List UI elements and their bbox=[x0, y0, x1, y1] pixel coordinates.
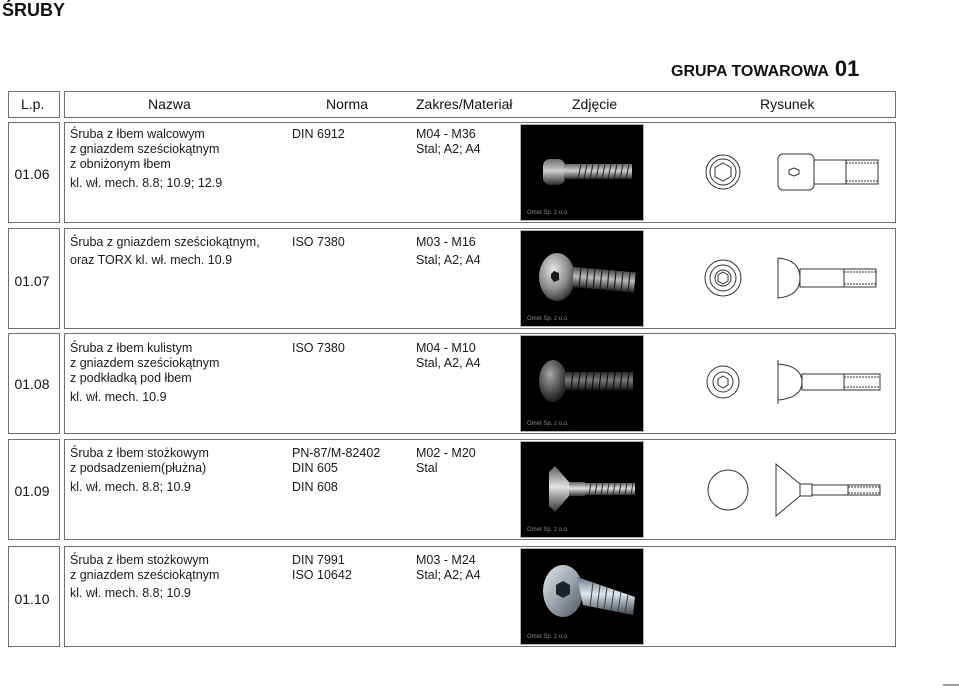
row-norm: DIN 7991 bbox=[292, 553, 345, 567]
row-name-line: Śruba z łbem kulistym bbox=[70, 341, 193, 355]
row-range-size: M03 - M16 bbox=[416, 235, 476, 249]
row-norm: DIN 608 bbox=[292, 480, 338, 494]
screw-photo bbox=[520, 548, 644, 645]
row-lp: 01.08 bbox=[14, 376, 50, 392]
row-lp: 01.07 bbox=[14, 273, 50, 289]
header-range: Zakres/Materiał bbox=[416, 96, 513, 112]
row-name-line: z gniazdem sześciokątnym bbox=[70, 356, 220, 370]
screw-photo bbox=[520, 441, 644, 538]
row-name-line: oraz TORX kl. wł. mech. 10.9 bbox=[70, 253, 233, 267]
technical-drawing bbox=[648, 344, 892, 424]
row-name-line: kl. wł. mech. 8.8; 10.9; 12.9 bbox=[70, 176, 223, 190]
row-name-line: Śruba z łbem stożkowym bbox=[70, 553, 209, 567]
product-group-heading bbox=[671, 56, 859, 82]
header-name: Nazwa bbox=[148, 96, 191, 112]
row-range-material: Stal; A2; A4 bbox=[416, 253, 481, 267]
technical-drawing bbox=[648, 240, 892, 320]
photo-watermark: Omet Sp. z o.o. bbox=[527, 210, 569, 216]
photo-watermark: Omet Sp. z o.o. bbox=[527, 316, 569, 322]
screw-photo bbox=[520, 230, 644, 327]
page-edge-mark bbox=[943, 684, 959, 686]
row-name-line: Śruba z łbem stożkowym bbox=[70, 446, 209, 460]
row-name-line: kl. wł. mech. 10.9 bbox=[70, 390, 167, 404]
row-norm: DIN 605 bbox=[292, 461, 338, 475]
row-range-size: M04 - M36 bbox=[416, 127, 476, 141]
row-name-line: z podsadzeniem(płużna) bbox=[70, 461, 207, 475]
row-name-line: Śruba z łbem walcowym bbox=[70, 127, 205, 141]
row-norm: ISO 7380 bbox=[292, 235, 345, 249]
photo-watermark: Omet Sp. z o.o. bbox=[527, 421, 569, 427]
row-range-size: M04 - M10 bbox=[416, 341, 476, 355]
row-range-material: Stal, A2, A4 bbox=[416, 356, 481, 370]
row-lp: 01.10 bbox=[14, 591, 50, 607]
row-lp: 01.09 bbox=[14, 483, 50, 499]
row-norm: PN-87/M-82402 bbox=[292, 446, 381, 460]
row-range-size: M03 - M24 bbox=[416, 553, 476, 567]
header-lp: L.p. bbox=[21, 96, 45, 112]
row-name-line: z gniazdem sześciokątnym bbox=[70, 142, 220, 156]
screw-photo bbox=[520, 335, 644, 432]
row-norm: ISO 10642 bbox=[292, 568, 352, 582]
group-label: GRUPA TOWAROWA bbox=[671, 63, 829, 80]
row-name-line: z obniżonym łbem bbox=[70, 157, 171, 171]
row-norm: ISO 7380 bbox=[292, 341, 345, 355]
header-norm: Norma bbox=[326, 96, 369, 112]
technical-drawing bbox=[648, 132, 892, 212]
group-number: 01 bbox=[834, 56, 860, 81]
header-drawing: Rysunek bbox=[760, 96, 815, 112]
photo-watermark: Omet Sp. z o.o. bbox=[527, 634, 569, 640]
photo-watermark: Omet Sp. z o.o. bbox=[527, 527, 569, 533]
screw-photo bbox=[520, 124, 644, 221]
header-photo: Zdjęcie bbox=[572, 96, 618, 112]
row-range-size: M02 - M20 bbox=[416, 446, 476, 460]
row-norm: DIN 6912 bbox=[292, 127, 345, 141]
row-lp: 01.06 bbox=[14, 166, 50, 182]
row-name-line: kl. wł. mech. 8.8; 10.9 bbox=[70, 480, 191, 494]
row-name-line: z gniazdem sześciokątnym bbox=[70, 568, 220, 582]
technical-drawing bbox=[648, 450, 892, 530]
row-range-material: Stal; A2; A4 bbox=[416, 142, 481, 156]
row-name-line: Śruba z gniazdem sześciokątnym, bbox=[70, 235, 260, 249]
row-range-material: Stal; A2; A4 bbox=[416, 568, 481, 582]
page-title: ŚRUBY bbox=[2, 0, 66, 20]
row-name-line: z podkładką pod łbem bbox=[70, 371, 192, 385]
row-range-material: Stal bbox=[416, 461, 438, 475]
row-name-line: kl. wł. mech. 8.8; 10.9 bbox=[70, 586, 191, 600]
